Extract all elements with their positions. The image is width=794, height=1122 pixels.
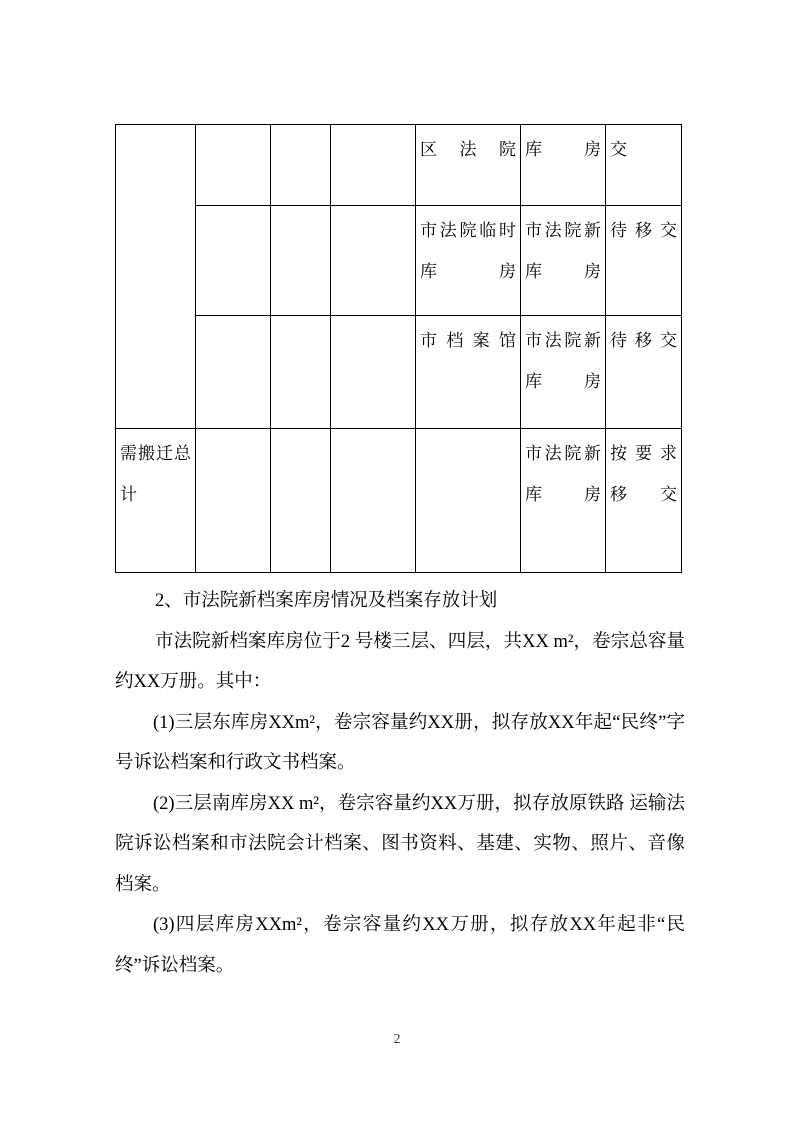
paragraph-item-1: (1)三层东库房XXm²，卷宗容量约XX册，拟存放XX年起“民终”字号诉讼档案和行政文书档案。	[115, 712, 685, 773]
section-heading-2: 2、市法院新档案库房情况及档案存放计划	[155, 591, 498, 611]
table-cell-source: 市档案馆	[416, 316, 521, 429]
table-cell-destination: 市法院新库房	[521, 316, 606, 429]
table-cell	[271, 316, 331, 429]
table-cell	[196, 125, 271, 206]
table-cell-group-label	[116, 125, 196, 429]
table-cell-destination: 库房	[521, 125, 606, 206]
table-cell-status: 待移交	[606, 206, 682, 316]
table-cell	[196, 429, 271, 573]
page-number: 2	[393, 1032, 401, 1047]
table-row	[116, 316, 682, 429]
table-cell-source: 区法院	[416, 125, 521, 206]
table-cell-status: 待移交	[606, 316, 682, 429]
body-text-block	[115, 581, 685, 986]
table-row	[116, 125, 682, 206]
table-cell	[271, 429, 331, 573]
table-cell	[331, 429, 416, 573]
table-cell	[196, 316, 271, 429]
table-cell-status: 按要求移交	[606, 429, 682, 573]
table-cell-status: 交	[606, 125, 682, 206]
table-cell	[331, 316, 416, 429]
paragraph-item-3: (3)四层库房XXm²，卷宗容量约XX万册，拟存放XX年起非“民终”诉讼档案。	[115, 915, 685, 976]
table-cell-source	[416, 429, 521, 573]
table-cell	[271, 125, 331, 206]
table-cell-source: 市法院临时库房	[416, 206, 521, 316]
paragraph-item-2: (2)三层南库房XX m²，卷宗容量约XX万册，拟存放原铁路 运输法院诉讼档案和市法院会计档案、图书资料、基建、实物、照片、音像档案。	[115, 793, 685, 895]
table-cell	[271, 206, 331, 316]
table-row-total	[116, 429, 682, 573]
table-cell-total-label: 需搬迁总计	[116, 429, 196, 573]
table-cell	[331, 125, 416, 206]
table-cell-destination: 市法院新库房	[521, 429, 606, 573]
table-cell	[331, 206, 416, 316]
archive-relocation-table-wrapper	[115, 124, 681, 573]
table-cell-destination: 市法院新库房	[521, 206, 606, 316]
paragraph-intro: 市法院新档案库房位于2 号楼三层、四层，共XX m²，卷宗总容量约XX万册。其中：	[115, 631, 685, 692]
table-cell	[196, 206, 271, 316]
table-row	[116, 206, 682, 316]
archive-relocation-table	[115, 124, 682, 573]
